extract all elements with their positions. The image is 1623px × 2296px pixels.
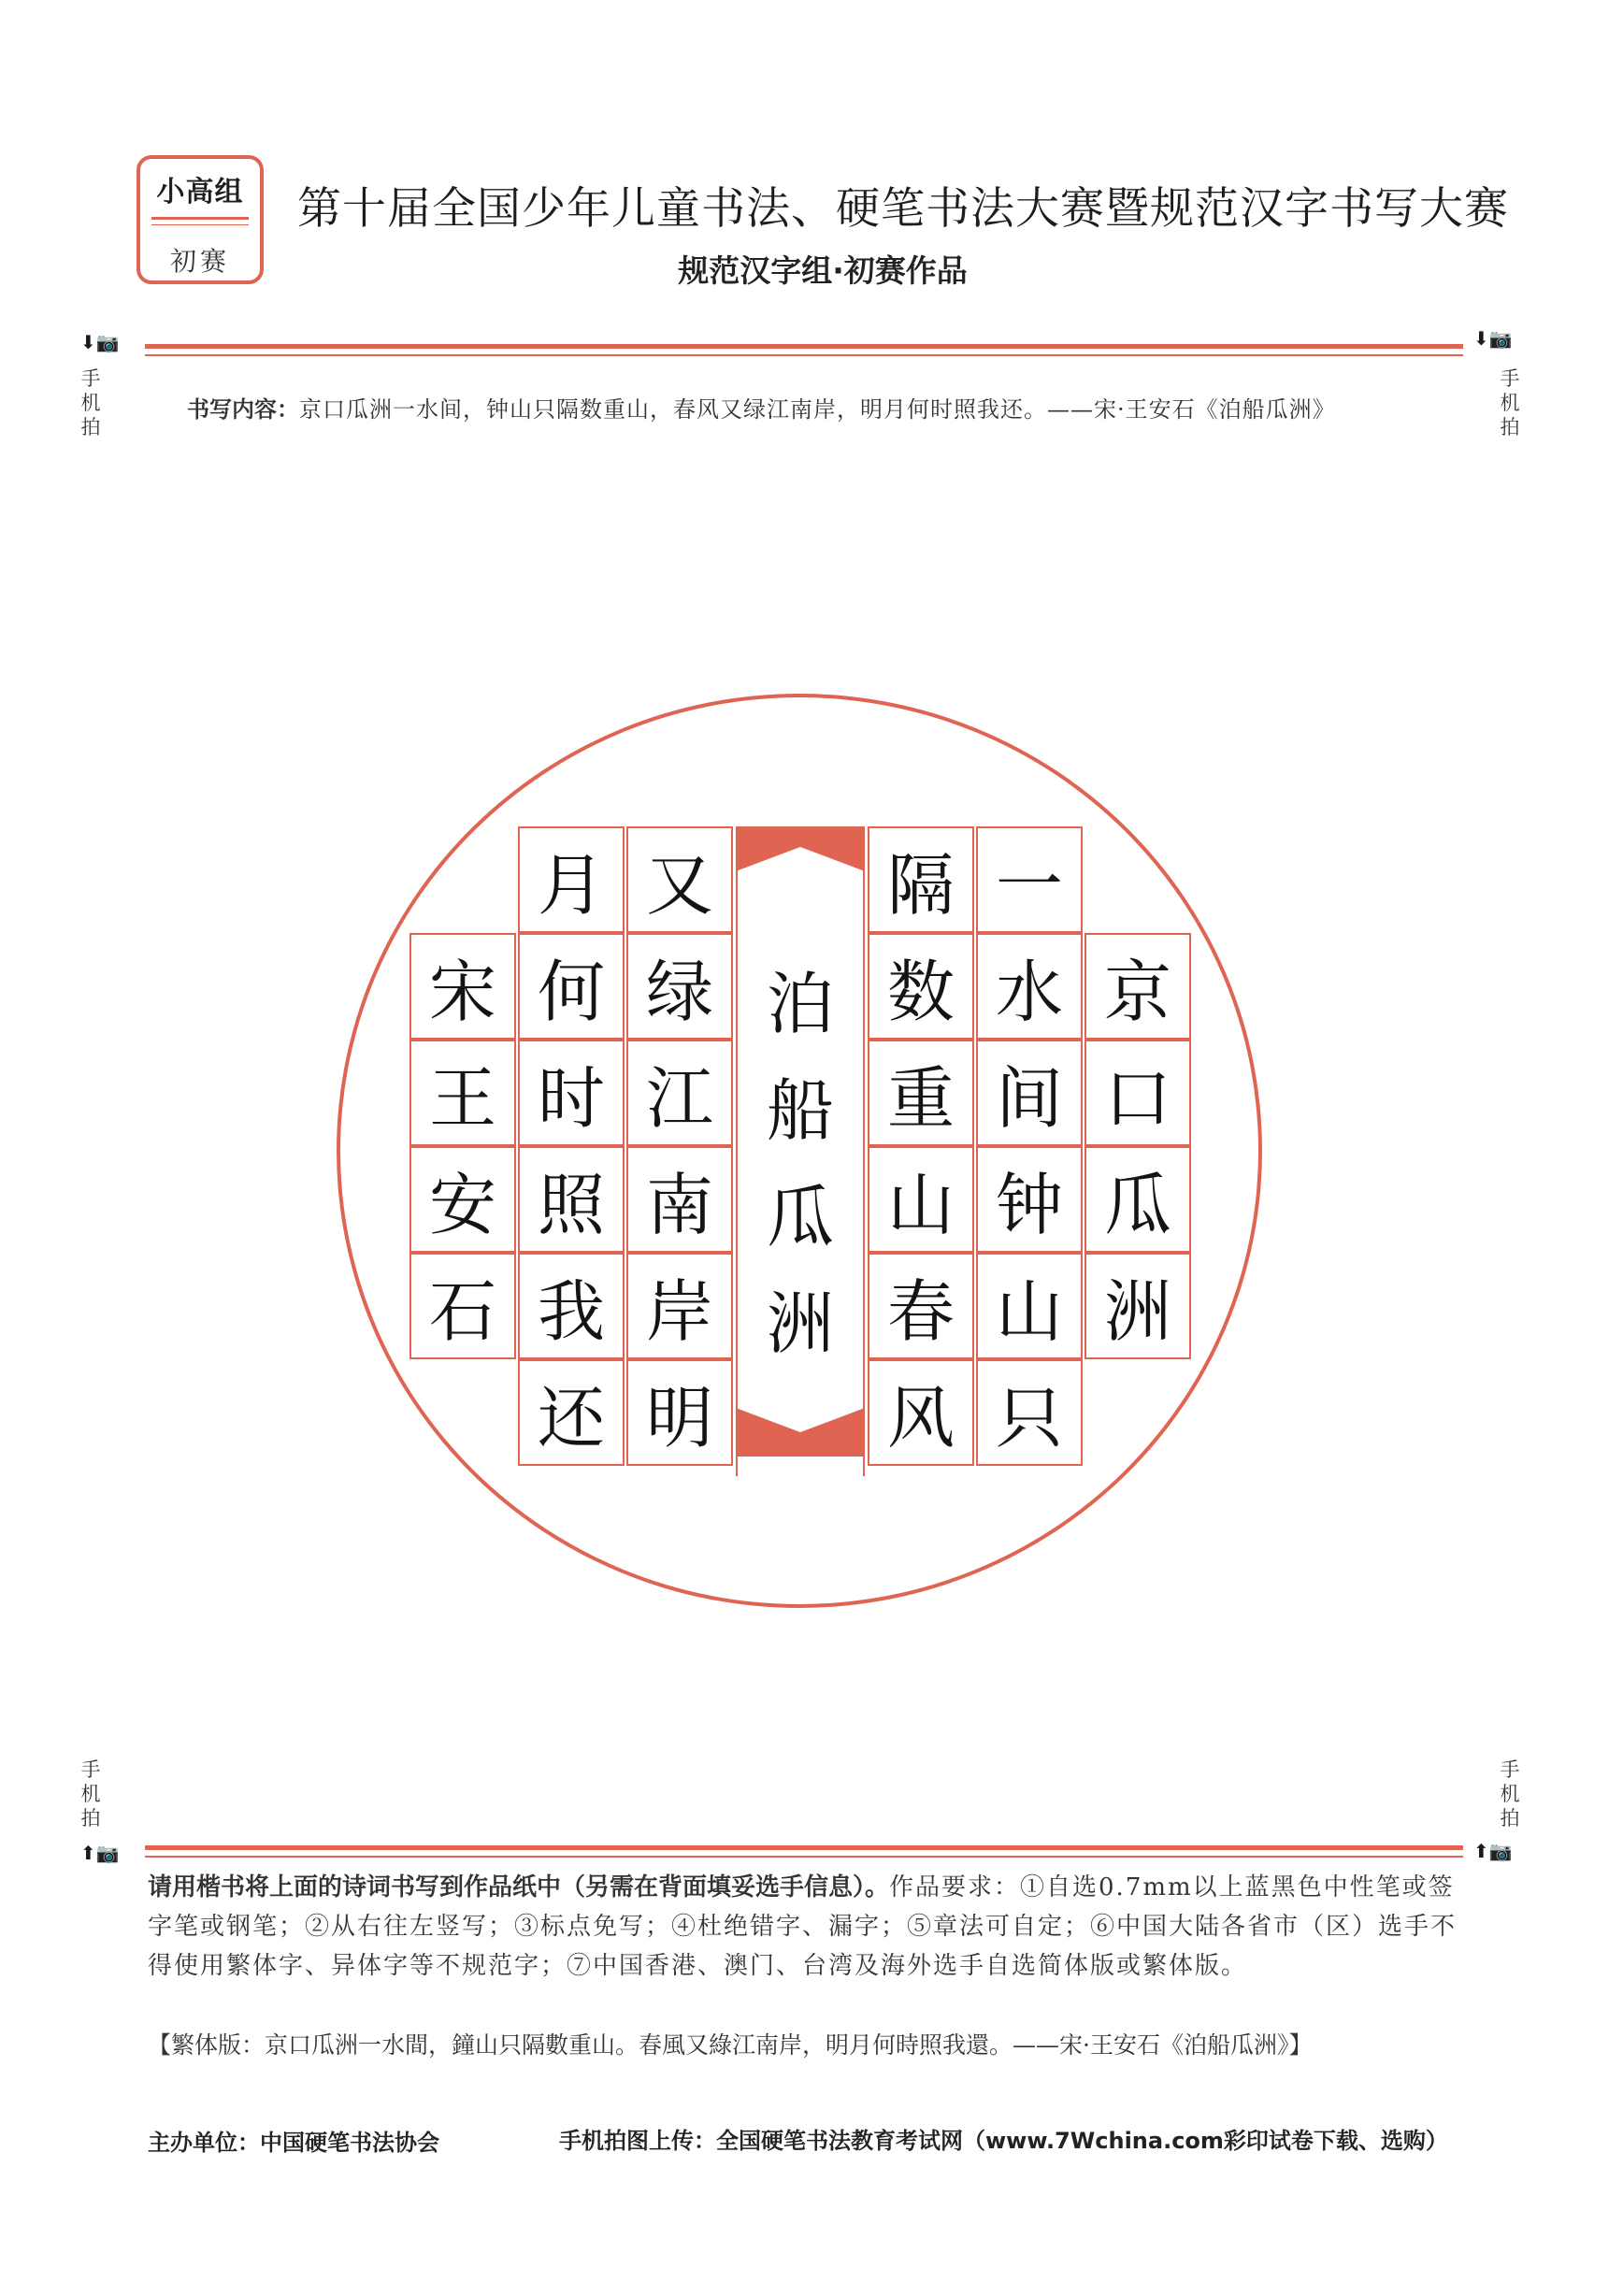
grid-cell: 时	[518, 1040, 625, 1146]
upload-text: 手机拍图上传：全国硬笔书法教育考试网（www.7Wchina.com彩印试卷下载、选购）	[559, 2128, 1448, 2154]
grid-cell: 京	[1084, 933, 1191, 1040]
grid-cell: 我	[518, 1253, 625, 1359]
grid-cell: 岸	[626, 1253, 733, 1359]
band-bottom-ornament	[736, 1402, 865, 1457]
group-stamp	[136, 155, 264, 284]
instructions	[148, 1868, 1457, 1986]
bottom-rule-thin	[145, 1856, 1463, 1858]
grid-cell: 何	[518, 933, 625, 1040]
title-char: 瓜	[766, 1178, 834, 1256]
page-title: 第十届全国少年儿童书法、硬笔书法大赛暨规范汉字书写大赛	[297, 183, 1509, 235]
writing-content-text: 京口瓜洲一水间，钟山只隔数重山，春风又绿江南岸，明月何时照我还。——宋·王安石《泊船瓜洲》	[299, 396, 1336, 423]
grid-cell: 水	[976, 933, 1083, 1040]
grid-cell: 石	[409, 1253, 516, 1359]
grid-cell: 口	[1084, 1040, 1191, 1146]
grid-cell: 间	[976, 1040, 1083, 1146]
grid-cell: 安	[409, 1146, 516, 1253]
title-char: 泊	[766, 965, 834, 1043]
corner-label-bl: 手机拍	[80, 1758, 101, 1830]
grid-cell: 月	[518, 826, 625, 933]
grid-cell: 瓜	[1084, 1146, 1191, 1253]
grid-cell: 王	[409, 1040, 516, 1146]
organizer-text: 主办单位：中国硬笔书法协会	[148, 2130, 439, 2156]
grid-cell: 山	[868, 1146, 974, 1253]
grid-cell: 江	[626, 1040, 733, 1146]
title-char: 洲	[766, 1284, 834, 1363]
download-camera-icon-tr: ⬇📷	[1473, 327, 1513, 350]
grid-cell: 隔	[868, 826, 974, 933]
grid-cell: 钟	[976, 1146, 1083, 1253]
writing-content-label: 书写内容：	[187, 396, 299, 423]
grid-cell: 照	[518, 1146, 625, 1253]
bottom-rule-thick	[145, 1845, 1463, 1850]
grid-cell: 又	[626, 826, 733, 933]
stamp-divider-thin	[151, 224, 249, 225]
instructions-lead: 请用楷书将上面的诗词书写到作品纸中（另需在背面填妥选手信息）。	[148, 1873, 890, 1901]
corner-label-br: 手机拍	[1500, 1758, 1520, 1830]
top-rule-thin	[145, 354, 1463, 356]
top-rule-thick	[145, 344, 1463, 349]
upload-camera-icon-br: ⬆📷	[1473, 1840, 1513, 1862]
grid-cell: 重	[868, 1040, 974, 1146]
grid-cell: 明	[626, 1359, 733, 1466]
band-top-ornament	[736, 826, 865, 877]
writing-content	[187, 391, 1487, 423]
grid-cell: 春	[868, 1253, 974, 1359]
traditional-version: 【繁体版：京口瓜洲一水間，鐘山只隔數重山。春風又綠江南岸，明月何時照我還。——宋·王安石《泊船瓜洲》】	[148, 2031, 1313, 2059]
stamp-divider	[151, 217, 249, 220]
grid-cell: 还	[518, 1359, 625, 1466]
grid-cell: 洲	[1084, 1253, 1191, 1359]
grid-cell: 南	[626, 1146, 733, 1253]
grid-cell: 只	[976, 1359, 1083, 1466]
download-camera-icon-tl: ⬇📷	[80, 331, 120, 353]
corner-label-tr: 手机拍	[1500, 367, 1520, 438]
grid-cell: 一	[976, 826, 1083, 933]
grid-cell: 宋	[409, 933, 516, 1040]
grid-cell: 风	[868, 1359, 974, 1466]
stamp-group-label: 小高组	[156, 176, 244, 208]
stamp-round-label: 初赛	[169, 246, 230, 277]
upload-camera-icon-bl: ⬆📷	[80, 1842, 120, 1864]
page-subtitle: 规范汉字组·初赛作品	[678, 252, 968, 289]
instructions-body: 作品要求：①自选0.7mm以上蓝黑色中性笔或签字笔或钢笔；②从右往左竖写；③标点免写；④杜绝错字、漏字；⑤章法可自定；⑥中国大陆各省市（区）选手不得使用繁体字、异体字等不规范字；⑦中国香港、澳门、台湾及海外选手自选简体版或繁体版。	[148, 1873, 1458, 1980]
title-char: 船	[766, 1071, 834, 1150]
grid-cell: 山	[976, 1253, 1083, 1359]
corner-label-tl: 手机拍	[80, 367, 101, 438]
grid-cell: 数	[868, 933, 974, 1040]
grid-cell: 绿	[626, 933, 733, 1040]
